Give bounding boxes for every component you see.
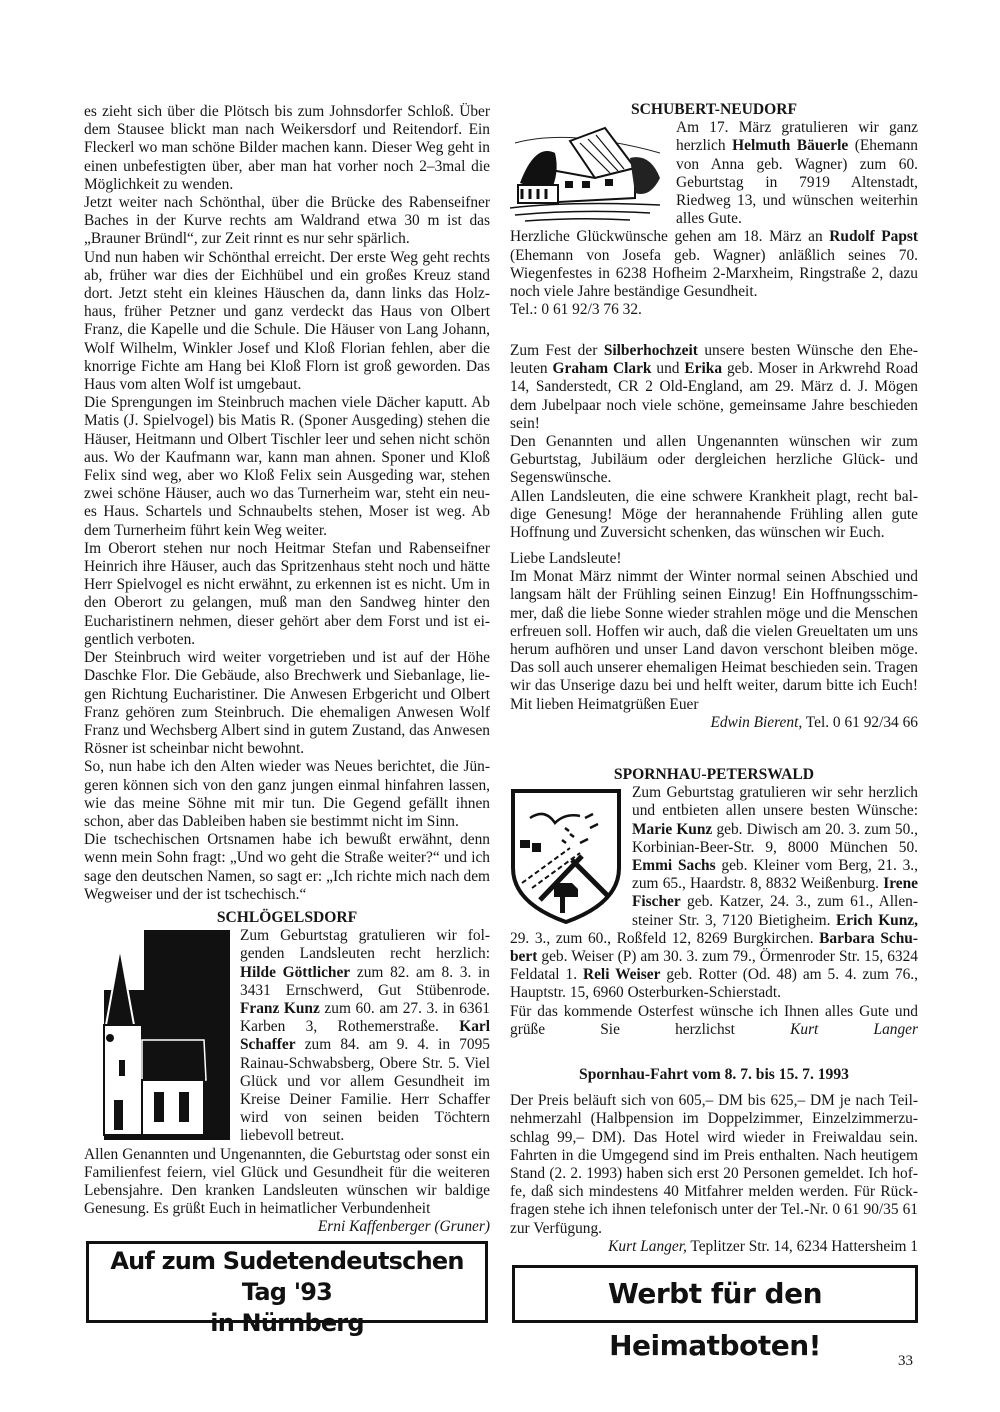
text-run: Zum Geburtstag gratulieren wir sehr herzlich und entbieten allen unsere besten Wünsche: bbox=[632, 784, 918, 820]
text-run: geb. Moser in Arkwrehd Road 14, Sanderstedt, CR 2 Old-England, am 29. März d. J. Mögen dem Jubelpaar noch viele schöne, gemeinsame Jahre beschieden sein! bbox=[510, 360, 919, 432]
bold-name: Marie Kunz bbox=[632, 820, 713, 838]
signature-tel: Tel. 0 61 92/34 66 bbox=[802, 713, 918, 731]
signature-address: Teplitzer Str. 14, 6234 Hattersheim 1 bbox=[686, 1237, 918, 1255]
bold-name: Emmi Sachs bbox=[632, 857, 716, 875]
paragraph bbox=[510, 342, 918, 433]
closing bbox=[510, 1003, 918, 1039]
paragraph bbox=[84, 649, 490, 758]
text-run: Jetzt weiter nach Schönthal, über die Brücke des Rabenseifner Baches in der Kurve rechts am Waldrand etwa 30 m ist das „Brauner Bründl“, zur Zeit rinnt es nur sehr spärlich. bbox=[84, 194, 490, 248]
section-schubert-neudorf bbox=[510, 101, 918, 319]
paragraph bbox=[84, 1146, 490, 1219]
signature bbox=[510, 714, 918, 732]
text-run: und bbox=[651, 360, 685, 378]
text-run: Im Monat März nimmt der Winter normal seinen Abschied und langsam hält der Frühling seinen Einzug! Ein Hoffnungsschimmer, daß die liebe Sonne wieder strahlen möge und die Menschen erfreuen soll. Hoffen wir auch, daß die vielen Greueltaten um uns herum aufhören und unser Land davon verschont bleiben möge. Das soll auch unserer ehemaligen Heimat beschieden sein. Tragen wir das Unserige dazu bei und helft weiter, darum bitte ich Euch! Mit lieben Heimatgrüßen Euer bbox=[510, 568, 918, 713]
text-run: Allen Genannten und Ungenannten, die Geburtstag oder sonst ein Familienfest feiern, viel Glück und Gesundheit für die weiteren Lebensjahre. Den kranken Landsleuten wünschen wir baldige Genesung. Es grüßt Euch in heimatlicher Verbundenheit bbox=[84, 1145, 490, 1218]
text-run: Allen Landsleuten, die eine schwere Krankheit plagt, recht baldige Genesung! Möge der herannahende Frühling allen gute Hoffnung und Zuversicht schenken, das wünschen wir Euch. bbox=[510, 487, 918, 542]
text-run: geb. Katzer, 24. 3., zum 61., Allensteiner Str. 3, 7120 Bietigheim. bbox=[632, 893, 918, 929]
text-run: 29. 3., zum 60., Roßfeld 12, 8269 Burgkirchen. bbox=[510, 929, 820, 947]
section-letter bbox=[510, 550, 918, 732]
section-spornhau-peterswald bbox=[510, 766, 918, 1039]
article-left-main bbox=[84, 103, 490, 904]
text-run: Der Steinbruch wird weiter vorgetrieben und ist auf der Höhe Daschke Flor. Die Gebäude, also Brechwerk und Siebanlage, liegen Richtung Eucharistiner. Die Anwesen Erbgericht und Olbert Franz gehören zum Steinbruch. Die ehemaligen Anwesen Wolf Franz und Wechsberg Albert sind in gutem Zustand, das Anwesen Rösner ist scheinbar nicht bewohnt. bbox=[84, 649, 490, 758]
bold-name: Hilde Göttlicher bbox=[240, 963, 351, 981]
text-run: es zieht sich über die Plötsch bis zum Johnsdorfer Schloß. Über dem Stausee blickt man nach Weikersdorf und Reitendorf. Ein Fleckerl wo man schöne Bilder machen kann. Dieser Weg geht in einen unbefestigten über, aber man hat vorher noch 2–3mal die Möglichkeit zu wenden. bbox=[84, 103, 490, 193]
paragraph bbox=[510, 550, 918, 568]
section-heading: SCHUBERT-NEUDORF bbox=[630, 101, 798, 118]
paragraph bbox=[510, 488, 918, 543]
text-run: Zum Geburtstag gratulieren wir folgenden Landsleuten recht herzlich: bbox=[240, 927, 490, 963]
coat-of-arms-illustration bbox=[510, 788, 622, 924]
closing-text: Für das kommende Osterfest wünsche ich Ihnen alles Gute und grüße Sie herzlichst bbox=[510, 1002, 918, 1038]
paragraph bbox=[510, 568, 918, 714]
bold-name: Helmuth Bäuerle bbox=[732, 137, 849, 155]
text-run: Liebe Landsleute! bbox=[510, 550, 622, 567]
paragraph bbox=[510, 433, 918, 488]
section-heading: SCHLÖGELSDORF bbox=[216, 909, 358, 926]
banner-sudetendeutscher-tag bbox=[86, 1241, 488, 1337]
text-run: (Ehemann von Anna geb. Wagner) zum 60. Geburtstag in 7919 Altenstadt, Riedweg 13, und wünschen weiterhin alles Gute. bbox=[676, 137, 918, 228]
bold-name: Barbara Schubert bbox=[510, 929, 918, 966]
banner-line: in Nürnberg bbox=[210, 1309, 364, 1337]
bold-name: Reli Weiser bbox=[582, 966, 661, 984]
bold-name: Rudolf Papst bbox=[829, 228, 919, 246]
text-run: Den Genannten und allen Ungenannten wünschen wir zum Geburtstag, Jubiläum oder dergleichen herzliche Glück- und Segenswünsche. bbox=[510, 433, 918, 487]
banner-line: Auf zum Sudetendeutschen Tag '93 bbox=[110, 1247, 464, 1306]
paragraph bbox=[84, 540, 490, 649]
page-number: 33 bbox=[898, 1353, 913, 1369]
text-run: (Ehemann von Josefa geb. Wagner) anläßlich seines 70. Wiegenfestes in 6238 Hofheim 2-Marxheim, Ringstraße 2, dazu noch viele Jahre beständige Gesundheit. bbox=[510, 246, 918, 301]
section-heading: SPORNHAU-PETERSWALD bbox=[613, 766, 815, 783]
paragraph bbox=[84, 831, 490, 904]
section-schloegelsdorf bbox=[84, 909, 490, 1237]
text-run: geb. Kleiner vom Berg, 21. 3., zum 65., Haardstr. 8, 8832 Weißenburg. bbox=[632, 857, 918, 893]
paragraph bbox=[84, 103, 490, 194]
text-run: So, nun habe ich den Alten wieder was Neues berichtet, die Jüngeren können sich von den ganz jungen einmal hinfahren lassen, wie das meine Söhne mit mir tun. Die Gegend gefällt ihnen schon, aber das Dableiben haben sie bestimmt nicht im Sinn. bbox=[84, 758, 490, 830]
bold-name: Franz Kunz bbox=[240, 1000, 320, 1018]
text-run: Zum Fest der bbox=[510, 342, 604, 359]
paragraph bbox=[84, 194, 490, 249]
text-run: zum 84. am 9. 4. in 7095 Rainau-Schwabsberg, Obere Str. 5. Viel Glück und vor allem Gesundheit im Kreise Deiner Familie. Herr Schaffer wird von seinen beiden Töchtern liebevoll betreut. bbox=[240, 1036, 490, 1145]
bold-name: Karl Schaffer bbox=[240, 1018, 490, 1054]
paragraph bbox=[510, 1092, 918, 1238]
section-spornhau-fahrt bbox=[510, 1066, 918, 1256]
text-run: zum 82. am 8. 3. in 3431 Ernschwerd, Gut Stübenrode. bbox=[240, 963, 490, 999]
text-run: geb. Weiser (P) am 30. 3. zum 79., Örmenroder Str. 15, 6324 Feldatal 1. bbox=[510, 948, 918, 984]
text-run: Und nun haben wir Schönthal erreicht. Der erste Weg geht rechts ab, früher war dies der Eichhübel und ein großes Kreuz stand dort. Jetzt steht ein kleines Häuschen da, dann links das Holzhaus, früher Petzner und ganz verdeckt das Haus von Olbert Franz, die Kapelle und die Schule. Die Häuser von Lang Johann, Wolf Wilhelm, Winkler Josef und Kloß Florian fehlen, aber die knorrige Fichte am Hang bei Kloß Florn ist groß geworden. Das Haus vom alten Wolf ist umgebaut. bbox=[84, 248, 490, 394]
text-run: geb. Diwisch am 20. 3. zum 50., Korbinian-Beer-Str. 9, 8000 München 50. bbox=[632, 820, 919, 856]
text-run: Die Sprengungen im Steinbruch machen viele Dächer kaputt. Ab Matis (J. Spielvogel) bis Matis R. (Sponer Ausgeding) stehen die Häuser, Heitmann und Olbert Tischler leer und sehen nicht schön aus. Wo der Kaufmann war, kann man ahnen. Sponer und Kloß Felix sind weg, aber wo Kloß Felix sein Ausgeding war, stehen zwei schöne Häuser, auch wo das Turnerheim war, steht ein neues Haus. Schartels und Schnaubelts stehen, Moser ist weg. Ab dem Turnerheim führt kein Weg weiter. bbox=[84, 394, 490, 539]
section-silberhochzeit bbox=[510, 342, 918, 542]
text-run: zum 60. am 27. 3. in 6361 Karben 3, Rothemerstraße. bbox=[240, 1000, 490, 1036]
bold-name: Silberhochzeit bbox=[603, 342, 698, 359]
signature: Erni Kaffenberger (Gruner) bbox=[317, 1218, 490, 1236]
text-run: Am 17. März gratulieren wir ganz herzlich bbox=[676, 119, 918, 155]
bold-name: Erich Kunz, bbox=[835, 911, 918, 929]
text-run: Der Preis beläuft sich von 605,– DM bis 625,– DM je nach Teilnehmerzahl (Halbpension im Doppelzimmer, Einzelzimmerzuschlag 99,– DM). Das Hotel wird wieder in Freiwaldau sein. Fahrten in die Umgegend sind im Preis enthalten. Nach heutigem Stand (2. 2. 1993) haben sich erst 20 Personen gemeldet. Ich hoffe, daß sich mindestens 40 Mitfahrer melden werden. Für Rückfragen stehe ich ihnen telefonisch unter der Tel.-Nr. 0 61 90/35 61 zur Verfügung. bbox=[510, 1092, 918, 1237]
paragraph bbox=[84, 758, 490, 831]
signature: Kurt Langer bbox=[790, 1020, 918, 1038]
bold-name: Graham Clark bbox=[552, 360, 652, 378]
signature-name: Edwin Bierent, bbox=[710, 713, 803, 731]
banner-heimatboten: Werbt für den Heimatboten! bbox=[512, 1265, 918, 1323]
paragraph bbox=[84, 394, 490, 540]
paragraph bbox=[84, 249, 490, 395]
section-heading: Spornhau-Fahrt vom 8. 7. bis 15. 7. 1993 bbox=[579, 1066, 849, 1083]
text-run: Die tschechischen Ortsnamen habe ich bewußt erwähnt, denn wenn mein Sohn fragt: „Und wo geht die Straße weiter?“ und ich sage den deutschen Namen, so sagt er: „Ich richte mich nach dem Wegweiser und der ist tschechisch.“ bbox=[84, 831, 490, 903]
text-run: Herzliche Glückwünsche gehen am 18. März an bbox=[510, 228, 830, 246]
signature-name: Kurt Langer, bbox=[608, 1237, 687, 1255]
paragraph bbox=[510, 301, 918, 319]
text-run: Tel.: 0 61 92/3 76 32. bbox=[510, 301, 642, 319]
signature bbox=[510, 1238, 918, 1256]
text-run: geb. Rotter (Od. 48) am 5. 4. zum 76., Hauptstr. 15, 6960 Osterburken-Schierstadt. bbox=[510, 966, 918, 1002]
text-run: Im Oberort stehen nur noch Heitmar Stefan und Rabenseifner Heinrich ihre Häuser, auch das Spritzenhaus steht noch und hätte Herr Spielvogel es nicht erwähnt, zu erkennen ist es nicht. Um in den Oberort zu gelangen, muß man den Sandweg hinter den Eucharistinern nehmen, dieser gehört aber dem Forst und ist eigentlich verboten. bbox=[84, 539, 490, 648]
paragraph bbox=[510, 228, 918, 301]
church-illustration bbox=[84, 930, 230, 1140]
bold-name: Erika bbox=[684, 360, 723, 378]
farmhouse-illustration bbox=[510, 123, 666, 223]
text-run: unsere besten Wünsche den Eheleuten bbox=[510, 342, 919, 378]
bold-name: Irene Fischer bbox=[632, 875, 918, 911]
